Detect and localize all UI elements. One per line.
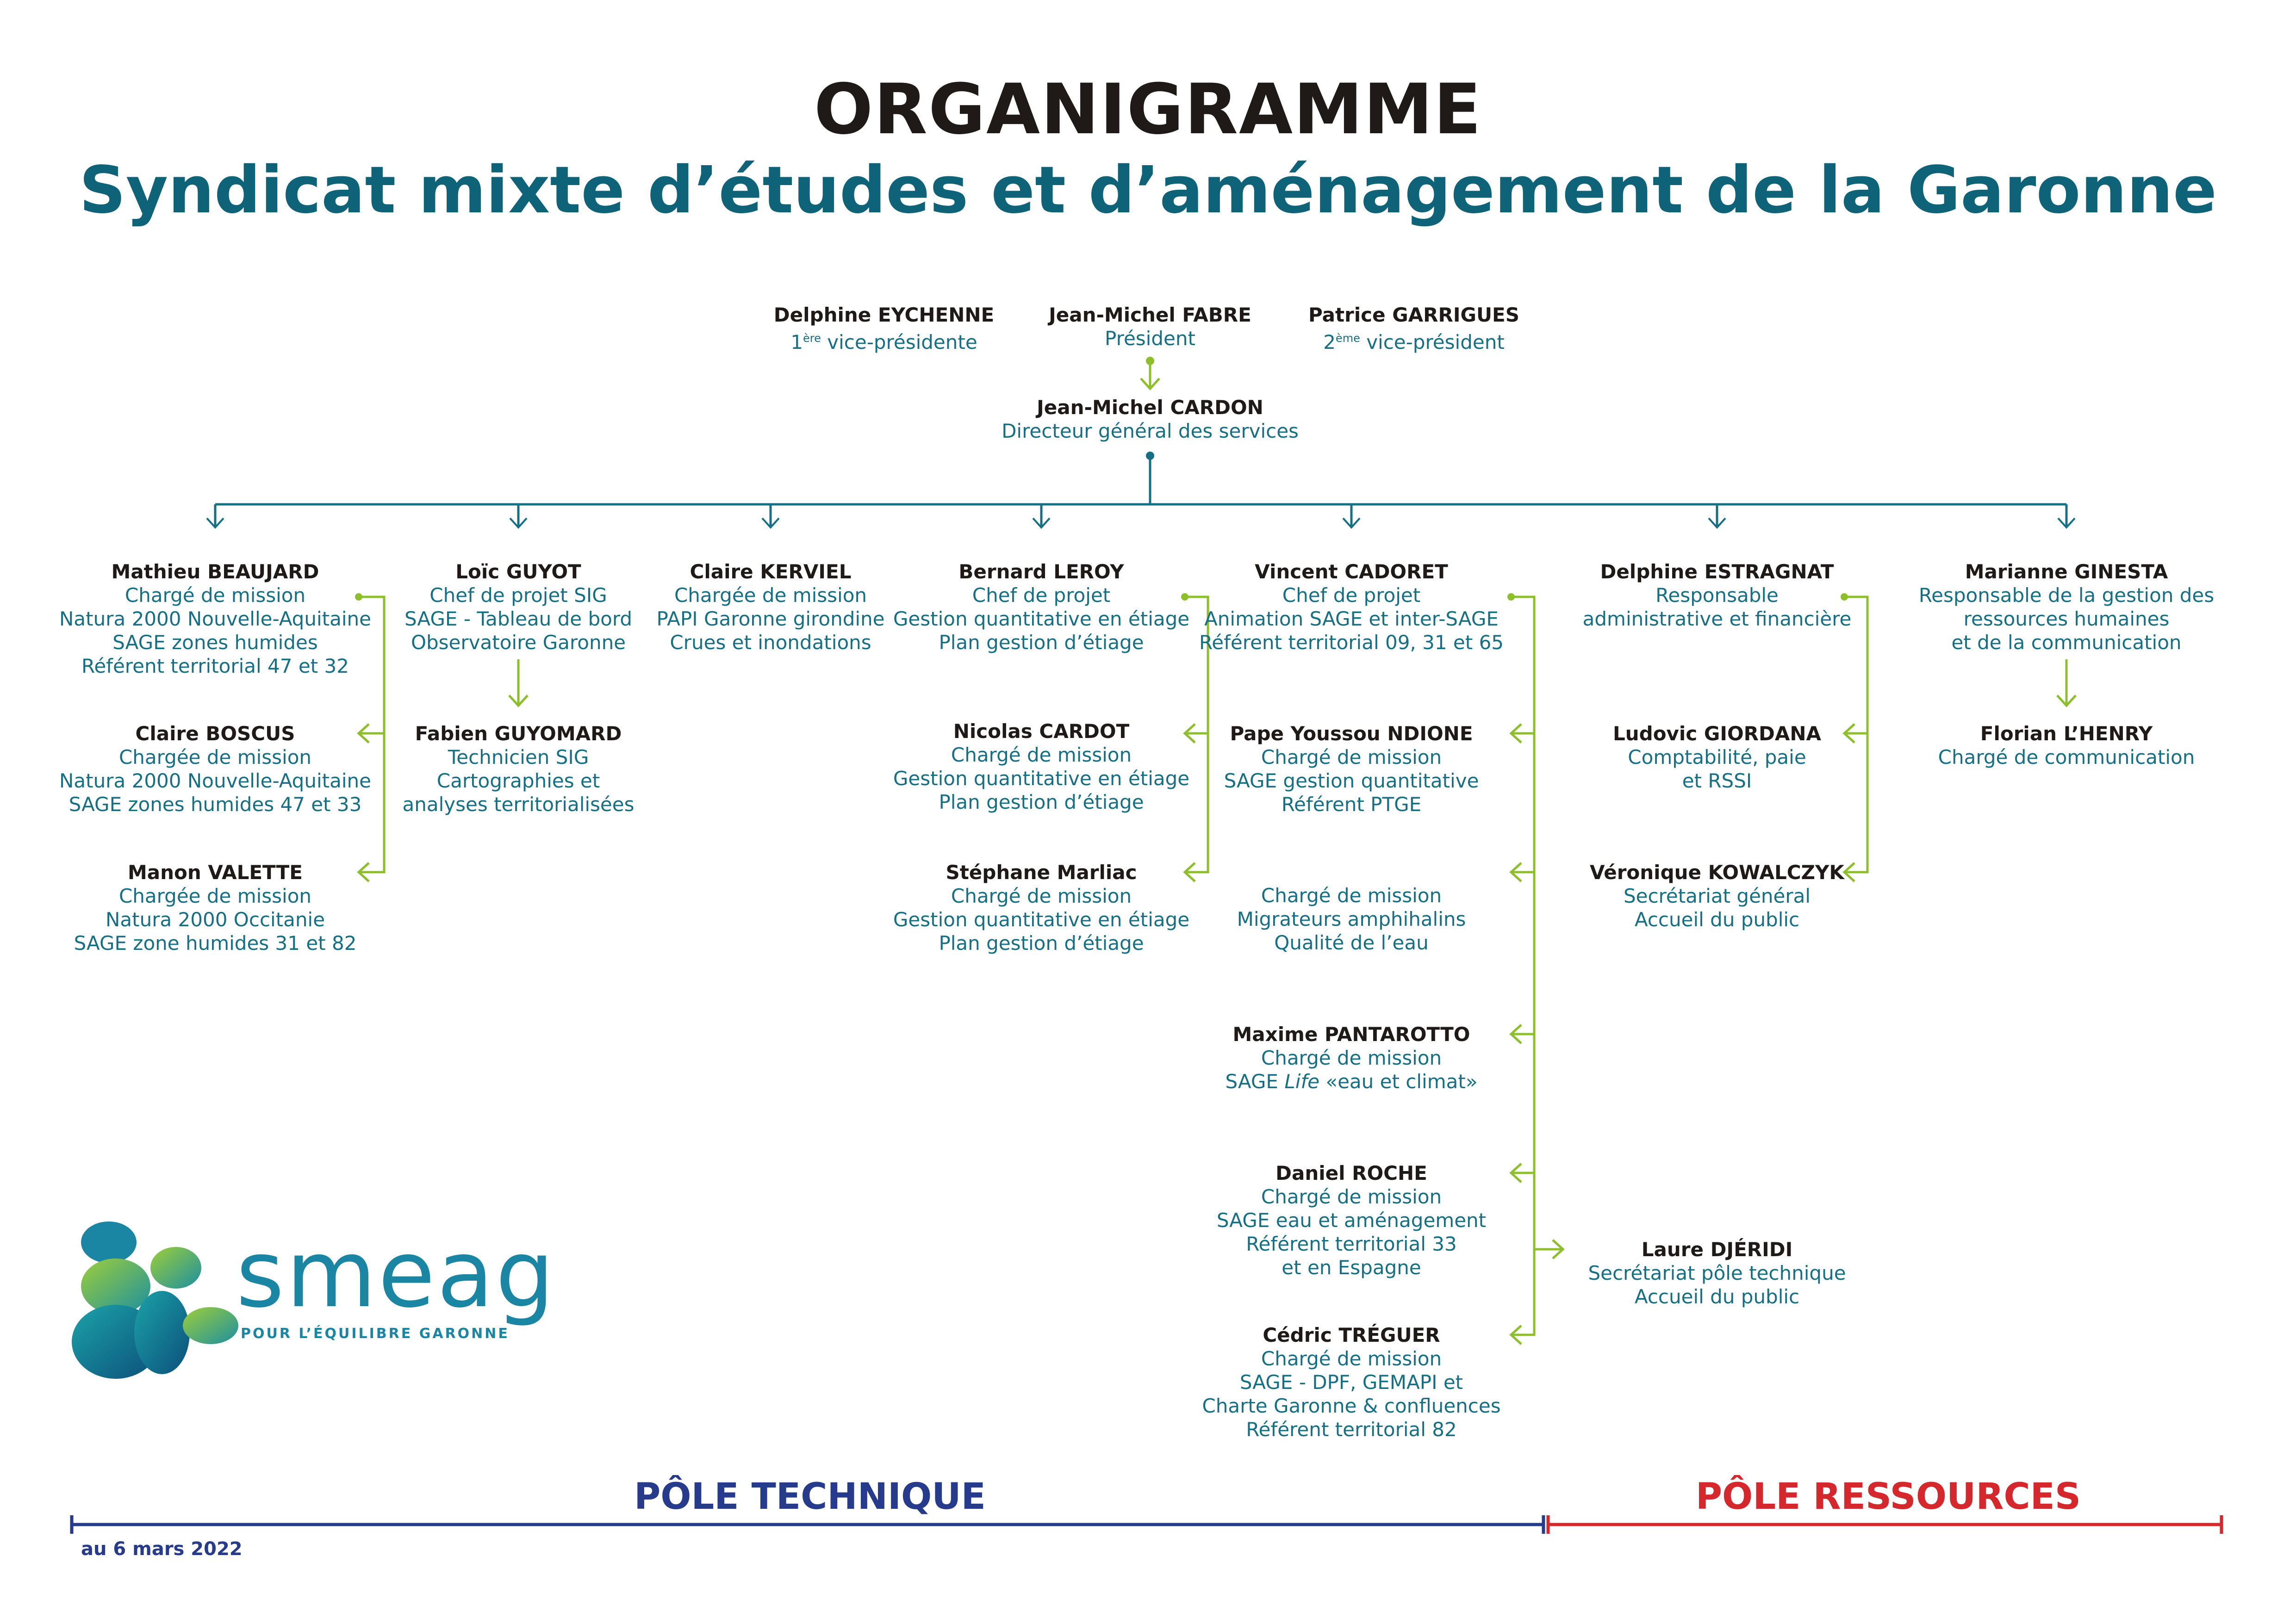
person-role-line: et de la communication [1951,631,2182,654]
logo-tagline: POUR L’ÉQUILIBRE GARONNE [241,1326,510,1342]
person-role-line: SAGE eau et aménagement [1216,1209,1487,1232]
person-card [1143,1323,1560,1441]
role-ordinal-suffix: ère [803,332,821,345]
person-role-line: Référent territorial 82 [1246,1418,1457,1441]
person-last-name: GUYOMARD [494,722,622,745]
person-role-line: Accueil du public [1634,908,1800,931]
person-first-name: Bernard [958,560,1047,583]
person-card [1858,560,2275,654]
person-last-name: NDIONE [1387,722,1473,745]
person-first-name: Mathieu [111,560,201,583]
person-last-name: GINESTA [2074,560,2168,583]
pole-ressources-label: PÔLE RESSOURCES [1695,1476,2081,1518]
pole-technique-label: PÔLE TECHNIQUE [634,1476,986,1518]
person-first-name: Véronique [1590,861,1702,884]
person-role-line: Chef de projet SIG [429,584,607,607]
person-card [1509,1238,1925,1308]
person-first-name: Nicolas [953,720,1033,743]
person-first-name: Cédric [1263,1324,1332,1346]
person-first-name: Vincent [1255,560,1338,583]
person-role-line: Gestion quantitative en étiage [893,908,1190,931]
date-label: au 6 mars 2022 [81,1538,243,1560]
person-last-name: CADORET [1344,560,1448,583]
person-role-line: et en Espagne [1282,1256,1421,1279]
person-first-name: Patrice [1308,304,1386,326]
person-last-name: PANTAROTTO [1325,1023,1470,1046]
person-role-line: Chargé de mission [1261,1047,1442,1069]
person-role-line: Technicien SIG [448,746,589,769]
person-name [1143,1023,1560,1046]
person-role-line: ressources humaines [1963,608,2170,630]
person-role-line: Secrétariat général [1623,885,1811,907]
person-card [310,722,727,816]
person-last-name: GUYOT [506,560,581,583]
person-first-name: Fabien [415,722,488,745]
person-role-line: SAGE - Tableau de bord [404,608,633,630]
person-role-line: Animation SAGE et inter-SAGE [1204,608,1499,630]
person-card [7,861,423,955]
person-role-line: Responsable de la gestion des [1918,584,2215,607]
person-first-name: Claire [690,560,753,583]
person-card [1858,722,2275,769]
person-role-line: Chargé de mission [1261,1185,1442,1208]
person-role-line: Secrétariat pôle technique [1588,1262,1846,1284]
person-role-line: Natura 2000 Occitanie [105,908,325,931]
page-title: ORGANIGRAMME [814,69,1482,150]
person-first-name: Jean-Michel [1037,396,1164,419]
person-card-vp2 [1206,303,1622,354]
person-role-line: PAPI Garonne girondine [656,608,885,630]
person-first-name: Ludovic [1612,722,1698,745]
person-name [833,861,1250,884]
person-role-line: Chargé de mission [124,584,306,607]
person-name [1858,722,2275,745]
person-role-line: Gestion quantitative en étiage [893,608,1190,630]
person-last-name: VALETTE [208,861,303,884]
person-role-line: Référent territorial 09, 31 et 65 [1199,631,1504,654]
person-first-name: Manon [128,861,201,884]
person-role: Président [1105,327,1195,350]
person-name [1143,722,1560,745]
person-role-line: Plan gestion d’étiage [939,631,1144,654]
role-fragment: Life [1284,1070,1320,1093]
person-role-line: Qualité de l’eau [1274,931,1429,954]
person-role-line: Cartographies et [436,769,600,792]
person-card [1143,1161,1560,1279]
person-card [1143,560,1560,654]
person-name [1509,1238,1925,1261]
person-role: vice-président [1360,331,1505,353]
person-role-line: Chargé de mission [951,885,1132,907]
role-ordinal: 1 [790,331,803,353]
person-role-line: Chargée de mission [674,584,867,607]
person-role-line [1143,1070,1560,1093]
person-role-line: analyses territorialisées [402,793,635,816]
person-first-name: Loïc [455,560,500,583]
person-role-line: SAGE zones humides 47 et 33 [68,793,362,816]
person-last-name: ROCHE [1352,1162,1427,1184]
person-last-name: LEROY [1053,560,1124,583]
person-first-name: Pape Youssou [1230,722,1381,745]
person-role-line: Chargée de mission [118,746,312,769]
person-role-line: Comptabilité, paie [1628,746,1806,769]
person-last-name: CARDON [1170,396,1263,419]
person-name [310,722,727,745]
person-role-line: Natura 2000 Nouvelle-Aquitaine [59,608,371,630]
person-last-name: FABRE [1182,304,1251,326]
person-card [1143,1023,1560,1093]
person-role-line: Chargée de mission [118,885,312,907]
person-first-name: Marianne [1965,560,2068,583]
person-role-line: Migrateurs amphihalins [1237,908,1466,930]
person-name [1509,861,1925,884]
role-ordinal-suffix: ème [1335,332,1360,345]
person-last-name: EYCHENNE [877,304,995,326]
person-role-line: Natura 2000 Nouvelle-Aquitaine [59,769,371,792]
person-name [7,861,423,884]
person-role-line: Accueil du public [1634,1285,1800,1308]
person-last-name: BOSCUS [205,722,295,745]
person-last-name: KERVIEL [760,560,852,583]
logo-wordmark: smeag [236,1221,556,1328]
person-role-line: Responsable [1655,584,1779,607]
person-last-name: TRÉGUER [1338,1324,1440,1346]
person-role-line: SAGE gestion quantitative [1224,769,1479,792]
person-role-line: Chargé de mission [1261,1347,1442,1370]
person-card-dgs [942,396,1358,443]
person-role-line: Observatoire Garonne [411,631,626,654]
person-role-line: Référent PTGE [1281,793,1422,816]
person-role-line: administrative et financière [1582,608,1852,630]
person-role-line: Chargé de mission [951,744,1132,766]
person-first-name: Daniel [1276,1162,1345,1184]
person-role-line: SAGE - DPF, GEMAPI et [1239,1371,1463,1394]
person-role-line: Chargé de mission [1261,884,1442,907]
person-role-line: et RSSI [1682,769,1752,792]
person-last-name: Stéphane Marliac [946,861,1137,884]
person-role-line: Gestion quantitative en étiage [893,767,1190,790]
person-last-name: L’HENRY [2063,722,2153,745]
person-role-line: Référent territorial 33 [1246,1233,1457,1255]
person-role-line: Charte Garonne & confluences [1202,1395,1501,1417]
person-card [1143,722,1560,816]
person-role-line: Plan gestion d’étiage [939,791,1144,813]
person-first-name: Delphine [773,304,871,326]
person-last-name: GARRIGUES [1392,304,1519,326]
person-last-name: DJÉRIDI [1710,1238,1793,1261]
person-last-name: CARDOT [1039,720,1130,743]
person-name [1858,560,2275,583]
person-role-line: Chargé de mission [1261,746,1442,769]
person-last-name: GIORDANA [1704,722,1822,745]
person-role-line: Plan gestion d’étiage [939,932,1144,955]
person-role-line: Chargé de communication [1938,746,2195,769]
person-first-name: Florian [1980,722,2057,745]
role-fragment: SAGE [1225,1070,1285,1093]
page-subtitle: Syndicat mixte d’études et d’aménagement de la Garonne [79,153,2217,228]
person-first-name: Maxime [1232,1023,1318,1046]
person-name [1143,1323,1560,1347]
person-first-name: Laure [1641,1238,1704,1261]
person-role-line: Chef de projet [1282,584,1421,607]
person-first-name: Delphine [1600,560,1698,583]
person-last-name: ESTRAGNAT [1704,560,1834,583]
person-role-line: SAGE zones humides [112,631,318,654]
role-ordinal: 2 [1323,331,1336,353]
person-first-name: Claire [135,722,199,745]
person-role: vice-présidente [821,331,977,353]
person-card [1143,884,1560,955]
person-last-name: KOWALCZYK [1708,861,1844,884]
person-card [1509,861,1925,931]
person-role-line: Chef de projet [972,584,1111,607]
person-role: Directeur général des services [1002,420,1299,442]
person-role-line: Crues et inondations [670,631,871,654]
person-first-name: Jean-Michel [1049,304,1176,326]
person-role-line: SAGE zone humides 31 et 82 [74,932,357,955]
person-name [1143,1161,1560,1185]
person-role-line: Référent territorial 47 et 32 [81,655,349,677]
role-fragment: «eau et climat» [1319,1070,1478,1093]
person-last-name: BEAUJARD [207,560,319,583]
person-name [1143,560,1560,583]
